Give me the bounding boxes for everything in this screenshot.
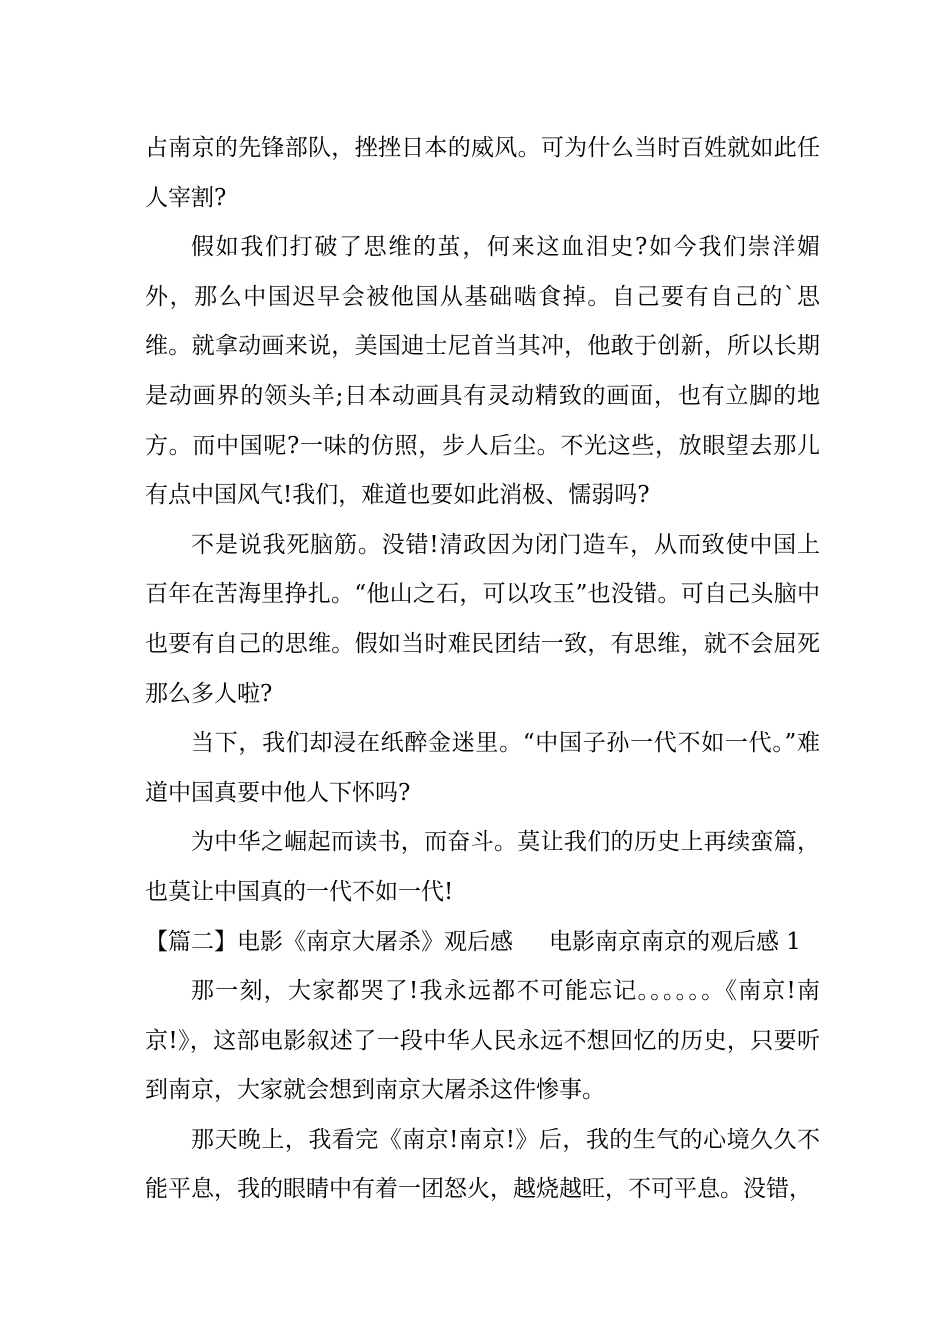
paragraph: 当下，我们却浸在纸醉金迷里。“中国子孙一代不如一代。”难道中国真要中他人下怀吗? (145, 730, 820, 806)
paragraph: 假如我们打破了思维的茧，何来这血泪史?如今我们崇洋媚外，那么中国迟早会被他国从基础啮食掉。自己要有自己的`思维。就拿动画来说，美国迪士尼首当其冲，他敢于创新，所以长期是动画界的领头羊;日本动画具有灵动精致的画面，也有立脚的地方。而中国呢?一味的仿照，步人后尘。不光这些，放眼望去那儿有点中国风气!我们，难道也要如此消极、懦弱吗? (145, 234, 820, 509)
section-heading (145, 918, 835, 968)
section-heading-title: 【篇二】电影《南京大屠杀》观后感 (145, 928, 513, 955)
document-body (145, 124, 820, 1215)
section-heading-subtitle: 电影南京南京的观后感 1 (549, 928, 801, 955)
paragraph: 为中华之崛起而读书，而奋斗。莫让我们的历史上再续蛮篇，也莫让中国真的一代不如一代! (145, 829, 820, 905)
paragraph: 那一刻，大家都哭了!我永远都不可能忘记。。。。。。《南京!南京!》，这部电影叙述了一段中华人民永远不想回忆的历史，只要听到南京，大家就会想到南京大屠杀这件惨事。 (145, 978, 820, 1104)
paragraph: 那天晚上，我看完《南京!南京!》后，我的生气的心境久久不能平息，我的眼睛中有着一团怒火，越烧越旺，不可平息。没错， (145, 1126, 820, 1203)
paragraph: 不是说我死脑筋。没错!清政因为闭门造车，从而致使中国上百年在苦海里挣扎。“他山之石，可以攻玉”也没错。可自己头脑中也要有自己的思维。假如当时难民团结一致，有思维，就不会屈死那么多人啦? (145, 531, 820, 707)
paragraph: 占南京的先锋部队，挫挫日本的威风。可为什么当时百姓就如此任人宰割? (145, 135, 820, 211)
